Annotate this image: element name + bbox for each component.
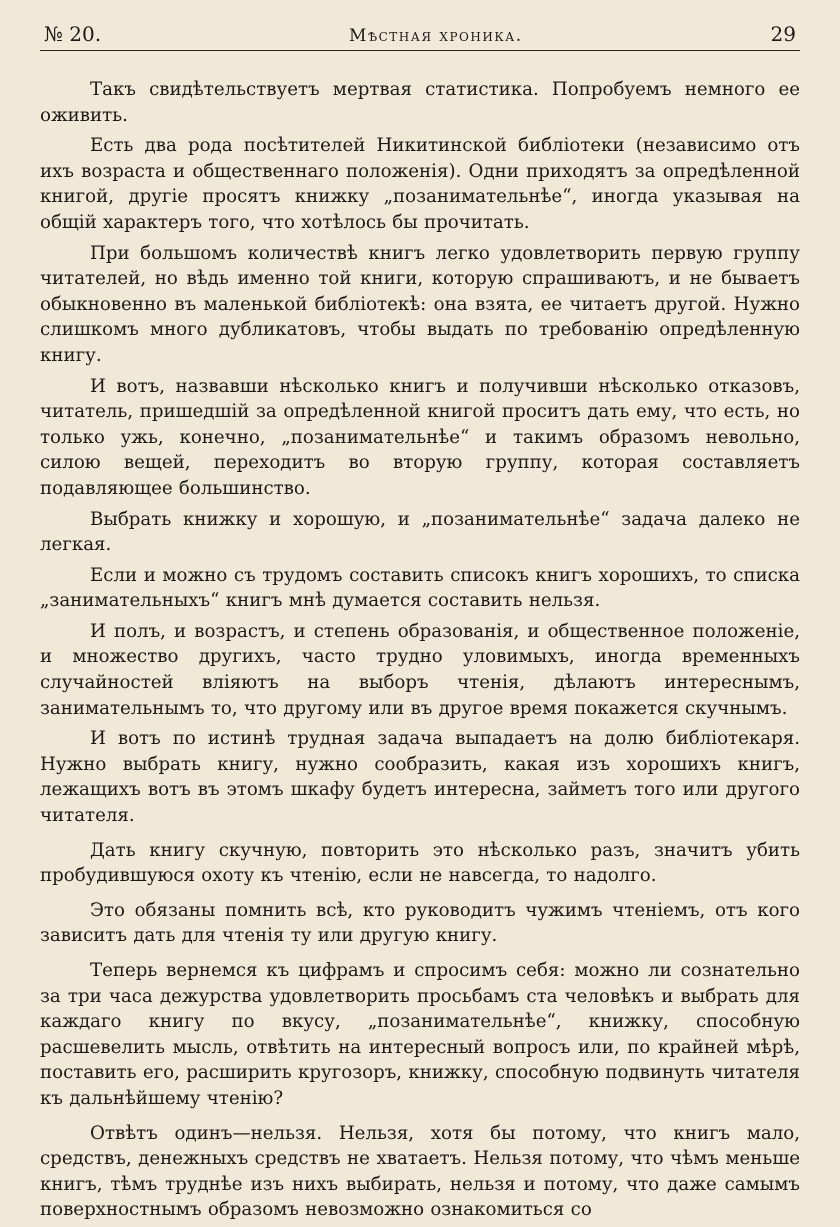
paragraph: Есть два рода посѣтителей Никитинской библіотеки (независимо отъ ихъ возраста и общественнаго положенія). Одни приходятъ за опредѣленной книгой, другіе просятъ книжку „позанимательнѣе“, иногда указывая на общій характеръ того, что хотѣлось бы прочитать.	[40, 135, 800, 233]
body-text	[40, 77, 800, 1223]
paragraph: И вотъ, назвавши нѣсколько книгъ и получивши нѣсколько отказовъ, читатель, пришедшій за опредѣленной книгой проситъ дать ему, что есть, но только ужь, конечно, „позанимательнѣе“ и такимъ образомъ невольно, силою вещей, переходитъ во вторую группу, которая составляетъ подавляющее большинство.	[40, 375, 800, 499]
page-header	[40, 22, 800, 51]
section-title: Мѣстная хроника.	[349, 26, 523, 46]
paragraph: И полъ, и возрастъ, и степень образованія, и общественное положеніе, и множество другихъ, часто трудно уловимыхъ, иногда временныхъ случайностей вліяютъ на выборъ чтенія, дѣлаютъ интереснымъ, занимательнымъ то, что другому или въ другое время покажется скучнымъ.	[40, 620, 800, 719]
paragraph: Выбрать книжку и хорошую, и „позанимательнѣе“ задача далеко не легкая.	[40, 508, 800, 556]
issue-number: № 20.	[44, 22, 102, 46]
page-number: 29	[770, 22, 796, 46]
paragraph: Если и можно съ трудомъ составить списокъ книгъ хорошихъ, то списка „занимательныхъ“ книгъ мнѣ думается составить нельзя.	[40, 564, 800, 612]
paragraph: И вотъ по истинѣ трудная задача выпадаетъ на долю библіотекаря. Нужно выбрать книгу, нужно сообразить, какая изъ хорошихъ книгъ, лежащихъ вотъ въ этомъ шкафу будетъ интересна, займетъ того или другого читателя.	[40, 728, 800, 827]
paragraph: Дать книгу скучную, повторить это нѣсколько разъ, значитъ убить пробудившуюся охоту къ чтенію, если не навсегда, то надолго.	[40, 839, 800, 887]
paragraph: Отвѣтъ одинъ—нельзя. Нельзя, хотя бы потому, что книгъ мало, средствъ, денежныхъ средствъ не хватаетъ. Нельзя потому, что чѣмъ меньше книгъ, тѣмъ труднѣе изъ нихъ выбирать, нельзя и потому, что даже самымъ поверхностнымъ образомъ невозможно ознакомиться со	[40, 1122, 800, 1221]
paragraph: При большомъ количествѣ книгъ легко удовлетворить первую группу читателей, но вѣдь именно той книги, которую спрашиваютъ, и не бываетъ обыкновенно въ маленькой библіотекѣ: она взята, ее читаетъ другой. Нужно слишкомъ много дубликатовъ, чтобы выдать по требованію опредѣленную книгу.	[40, 242, 800, 366]
paragraph: Это обязаны помнить всѣ, кто руководитъ чужимъ чтеніемъ, отъ кого зависитъ дать для чтенія ту или другую книгу.	[40, 899, 800, 947]
paragraph: Такъ свидѣтельствуетъ мертвая статистика. Попробуемъ немного ее оживить.	[40, 79, 800, 126]
paragraph: Теперь вернемся къ цифрамъ и спросимъ себя: можно ли сознательно за три часа дежурства удовлетворить просьбамъ ста человѣкъ и выбрать для каждаго книгу по вкусу, „позанимательнѣе“, книжку, способную расшевелить мысль, отвѣтить на интересный вопросъ или, по крайней мѣрѣ, поставить его, расширить кругозоръ, книжку, способную подвинуть читателя къ дальнѣйшему чтенію?	[40, 960, 800, 1109]
